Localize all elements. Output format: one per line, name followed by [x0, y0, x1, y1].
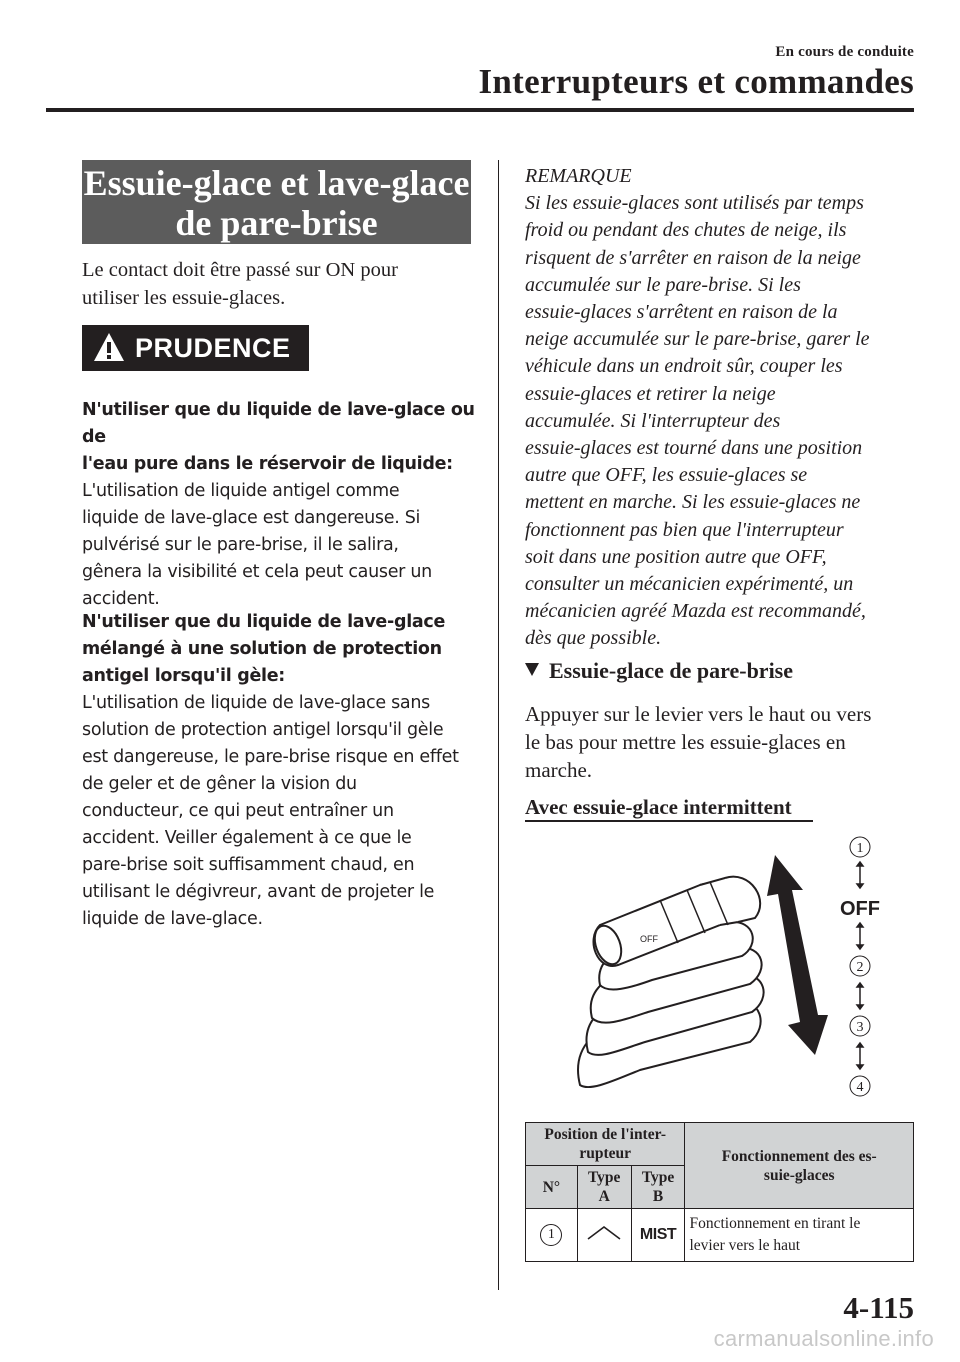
warning-heading: l'eau pure dans le réservoir de liquide: — [82, 454, 453, 474]
mist-label: MIST — [639, 1226, 677, 1243]
head-text: Type — [587, 1169, 621, 1186]
section-title-banner — [82, 160, 471, 244]
warning-heading: N'utiliser que du liquide de lave-glace — [82, 612, 446, 632]
table-head-position — [526, 1123, 685, 1166]
function-text: levier vers le haut — [689, 1237, 801, 1254]
position-label: 1 — [856, 841, 864, 856]
cell-type-b — [631, 1209, 685, 1262]
note-line: véhicule dans un endroit sûr, couper les — [525, 355, 843, 378]
head-text: B — [652, 1188, 664, 1205]
warning-text: gênera la visibilité et cela peut causer un — [82, 562, 432, 582]
section-title-line2: de pare-brise — [175, 203, 378, 243]
warning-text: solution de protection antigel lorsqu'il gèle — [82, 720, 444, 740]
note-block — [525, 163, 920, 653]
page-number: 4-115 — [843, 1290, 914, 1325]
note-line: essuie-glaces est tourné dans une position — [525, 437, 863, 460]
warning-heading: antigel lorsqu'il gèle: — [82, 666, 285, 686]
wiper-position-table — [525, 1122, 914, 1262]
position-number: 1 — [540, 1224, 562, 1246]
note-line: accumulée. Si l'interrupteur des — [525, 409, 781, 432]
warning-heading: mélangé à une solution de protection — [82, 639, 442, 659]
caution-label: PRUDENCE — [135, 333, 291, 363]
warning-text: L'utilisation de liquide antigel comme — [82, 481, 400, 501]
section-title-line1: Essuie-glace et lave-glace — [83, 163, 470, 203]
subsection-title: Essuie-glace de pare-brise — [549, 658, 794, 683]
triangle-bullet-icon — [525, 663, 539, 676]
function-text: Fonctionnement en tirant le — [689, 1215, 861, 1232]
lever-off-marking: OFF — [640, 934, 658, 944]
warning-block-1 — [82, 397, 477, 613]
warning-text: accident. — [82, 589, 160, 609]
intro-text — [82, 256, 482, 312]
subsection-heading — [525, 657, 793, 685]
table-head-no: N° — [526, 1166, 578, 1209]
note-line: essuie-glaces s'arrêtent en raison de la — [525, 301, 838, 324]
chapter-label: En cours de conduite — [775, 44, 914, 60]
mist-wiper-icon — [585, 1224, 623, 1242]
note-line: consulter un mécanicien expérimenté, un — [525, 573, 854, 596]
note-line: soit dans une position autre que OFF, — [525, 545, 827, 568]
chapter-title: Interrupteurs et commandes — [478, 62, 914, 101]
warning-text: pare-brise soit suffisamment chaud, en — [82, 855, 415, 875]
body-line: le bas pour mettre les essuie-glaces en — [525, 730, 846, 754]
body-line: Appuyer sur le levier vers le haut ou vers — [525, 702, 872, 726]
note-line: fonctionnent pas bien que l'interrupteur — [525, 518, 844, 541]
cell-function — [685, 1209, 914, 1262]
warning-block-2 — [82, 609, 477, 933]
head-text: rupteur — [579, 1145, 632, 1162]
position-label: OFF — [840, 898, 880, 920]
head-text: Type — [641, 1169, 675, 1186]
warning-triangle-icon — [92, 331, 126, 363]
site-watermark: carmanualsonline.info — [713, 1326, 934, 1351]
warning-text: liquide de lave-glace. — [82, 909, 263, 929]
note-line: dès que possible. — [525, 627, 662, 650]
head-text: suie-glaces — [763, 1166, 835, 1184]
head-text: Fonctionnement des es- — [721, 1147, 877, 1165]
wiper-lever-illustration — [560, 830, 920, 1110]
heading-underline — [525, 820, 813, 822]
underlined-heading: Avec essuie-glace intermittent — [525, 795, 792, 819]
head-text: A — [598, 1188, 610, 1205]
note-line: risquent de s'arrêter en raison de la neige — [525, 246, 861, 269]
body-text — [525, 700, 920, 784]
intro-line: Le contact doit être passé sur ON pour — [82, 259, 398, 281]
warning-text: L'utilisation de liquide de lave-glace sans — [82, 693, 430, 713]
note-line: froid ou pendant des chutes de neige, ils — [525, 219, 847, 242]
note-line: neige accumulée sur le pare-brise, garer le — [525, 328, 870, 351]
table-row — [526, 1209, 914, 1262]
note-line: autre que OFF, les essuie-glaces se — [525, 464, 808, 487]
warning-text: conducteur, ce qui peut entraîner un — [82, 801, 394, 821]
table-head-type-b — [631, 1166, 685, 1209]
note-line: mettent en marche. Si les essuie-glaces ne — [525, 491, 861, 514]
header-rule — [46, 108, 914, 112]
head-text: Position de l'inter- — [544, 1126, 667, 1143]
note-line: mécanicien agréé Mazda est recommandé, — [525, 600, 866, 623]
warning-heading: N'utiliser que du liquide de lave-glace ou de — [82, 400, 475, 447]
body-line: marche. — [525, 758, 593, 782]
cell-type-a — [577, 1209, 631, 1262]
caution-badge — [82, 325, 309, 371]
note-line: essuie-glaces et retirer la neige — [525, 382, 776, 405]
position-label: 3 — [856, 1020, 864, 1035]
position-label: 4 — [856, 1080, 864, 1095]
table-head-type-a — [577, 1166, 631, 1209]
warning-text: accident. Veiller également à ce que le — [82, 828, 412, 848]
intro-line: utiliser les essuie-glaces. — [82, 287, 286, 309]
warning-text: pulvérisé sur le pare-brise, il le salira, — [82, 535, 399, 555]
note-line: Si les essuie-glaces sont utilisés par temps — [525, 192, 864, 215]
column-divider — [498, 160, 499, 1290]
note-line: accumulée sur le pare-brise. Si les — [525, 273, 801, 296]
warning-text: utilisant le dégivreur, avant de projeter le — [82, 882, 435, 902]
warning-text: liquide de lave-glace est dangereuse. Si — [82, 508, 421, 528]
warning-text: de geler et de gêner la vision du — [82, 774, 357, 794]
warning-text: est dangereuse, le pare-brise risque en effet — [82, 747, 459, 767]
note-label: REMARQUE — [525, 165, 632, 187]
position-label: 2 — [856, 960, 864, 975]
table-head-function — [685, 1123, 914, 1209]
cell-no — [526, 1209, 578, 1262]
